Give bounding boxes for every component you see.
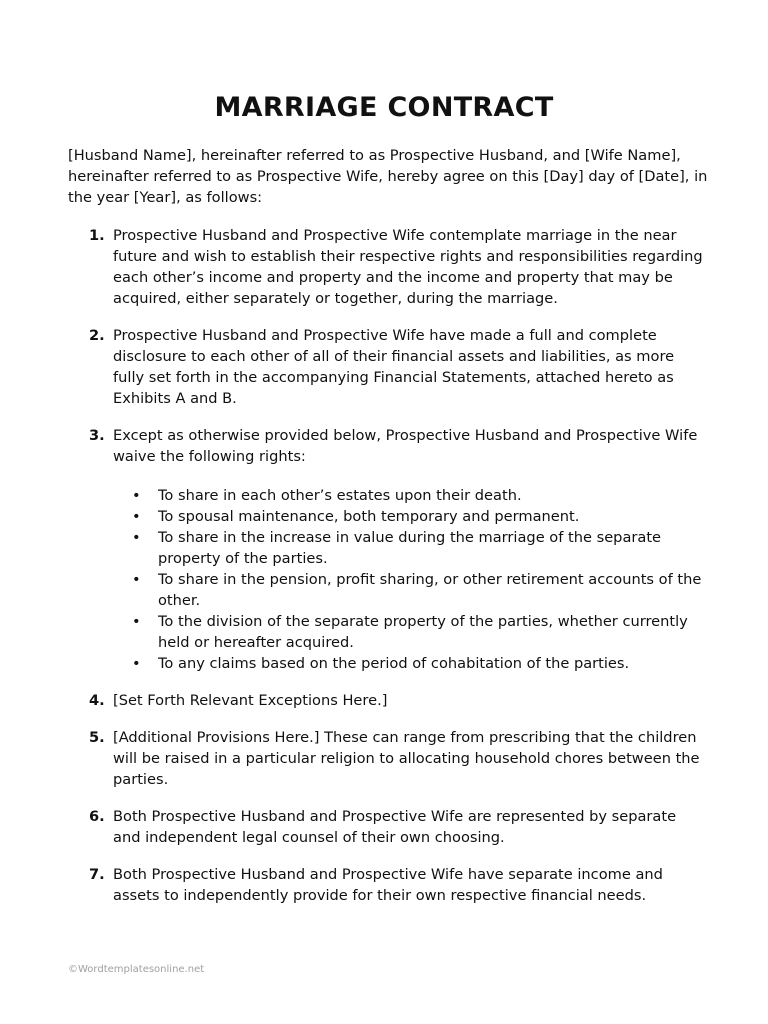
clause-item	[68, 864, 708, 906]
clause-text: Both Prospective Husband and Prospective Wife have separate income and assets to independently provide for their own respective financial needs.	[113, 866, 663, 904]
bullet-icon: •	[132, 529, 141, 546]
clause-item	[68, 806, 708, 848]
waived-right-item	[113, 569, 708, 611]
clause-text: [Set Forth Relevant Exceptions Here.]	[113, 692, 388, 709]
bullet-icon: •	[132, 571, 141, 588]
clause-number: 2.	[89, 327, 105, 344]
clause-text: Both Prospective Husband and Prospective Wife are represented by separate and independent legal counsel of their own choosing.	[113, 808, 677, 846]
clause-number: 4.	[89, 692, 105, 709]
clause-number: 7.	[89, 866, 105, 883]
waived-right-item	[113, 506, 708, 527]
clause-item	[68, 690, 708, 711]
clause-text: Except as otherwise provided below, Prospective Husband and Prospective Wife waive the following rights:	[113, 427, 698, 465]
waived-right-item	[113, 527, 708, 569]
clause-item	[68, 225, 708, 309]
waived-right-item	[113, 611, 708, 653]
waived-right-text: To share in the increase in value during the marriage of the separate property of the parties.	[158, 529, 662, 567]
clause-text: Prospective Husband and Prospective Wife have made a full and complete disclosure to each other of all of their financial assets and liabilities, as more fully set forth in the accompanying Financial Statements, attached hereto as Exhibits A and B.	[113, 327, 675, 407]
waived-right-text: To any claims based on the period of cohabitation of the parties.	[158, 655, 630, 672]
copyright-footer: ©Wordtemplatesonline.net	[68, 964, 205, 975]
bullet-icon: •	[132, 655, 141, 672]
clause-number: 5.	[89, 729, 105, 746]
waived-right-text: To share in the pension, profit sharing, or other retirement accounts of the other.	[158, 571, 702, 609]
waived-right-item	[113, 485, 708, 506]
clause-list	[68, 225, 708, 922]
clause-item	[68, 325, 708, 409]
bullet-icon: •	[132, 487, 141, 504]
waived-right-item	[113, 653, 708, 674]
clause-item	[68, 727, 708, 790]
intro-paragraph: [Husband Name], hereinafter referred to as Prospective Husband, and [Wife Name], hereinafter referred to as Prospective Wife, hereby agree on this [Day] day of [Date], in the year [Year], as follows:	[68, 147, 708, 206]
waived-rights-list	[113, 485, 708, 674]
waived-right-text: To spousal maintenance, both temporary and permanent.	[158, 508, 580, 525]
clause-text: [Additional Provisions Here.] These can range from prescribing that the children will be raised in a particular religion to allocating household chores between the parties.	[113, 729, 700, 788]
clause-number: 6.	[89, 808, 105, 825]
clause-text: Prospective Husband and Prospective Wife contemplate marriage in the near future and wish to establish their respective rights and responsibilities regarding each other’s income and property and the income and property that may be acquired, either separately or together, during the marriage.	[113, 227, 703, 307]
clause-item	[68, 425, 708, 674]
page-title: MARRIAGE CONTRACT	[214, 92, 554, 123]
bullet-icon: •	[132, 508, 141, 525]
clause-number: 3.	[89, 427, 105, 444]
clause-number: 1.	[89, 227, 105, 244]
waived-right-text: To the division of the separate property of the parties, whether currently held or hereafter acquired.	[158, 613, 688, 651]
waived-right-text: To share in each other’s estates upon their death.	[158, 487, 522, 504]
bullet-icon: •	[132, 613, 141, 630]
